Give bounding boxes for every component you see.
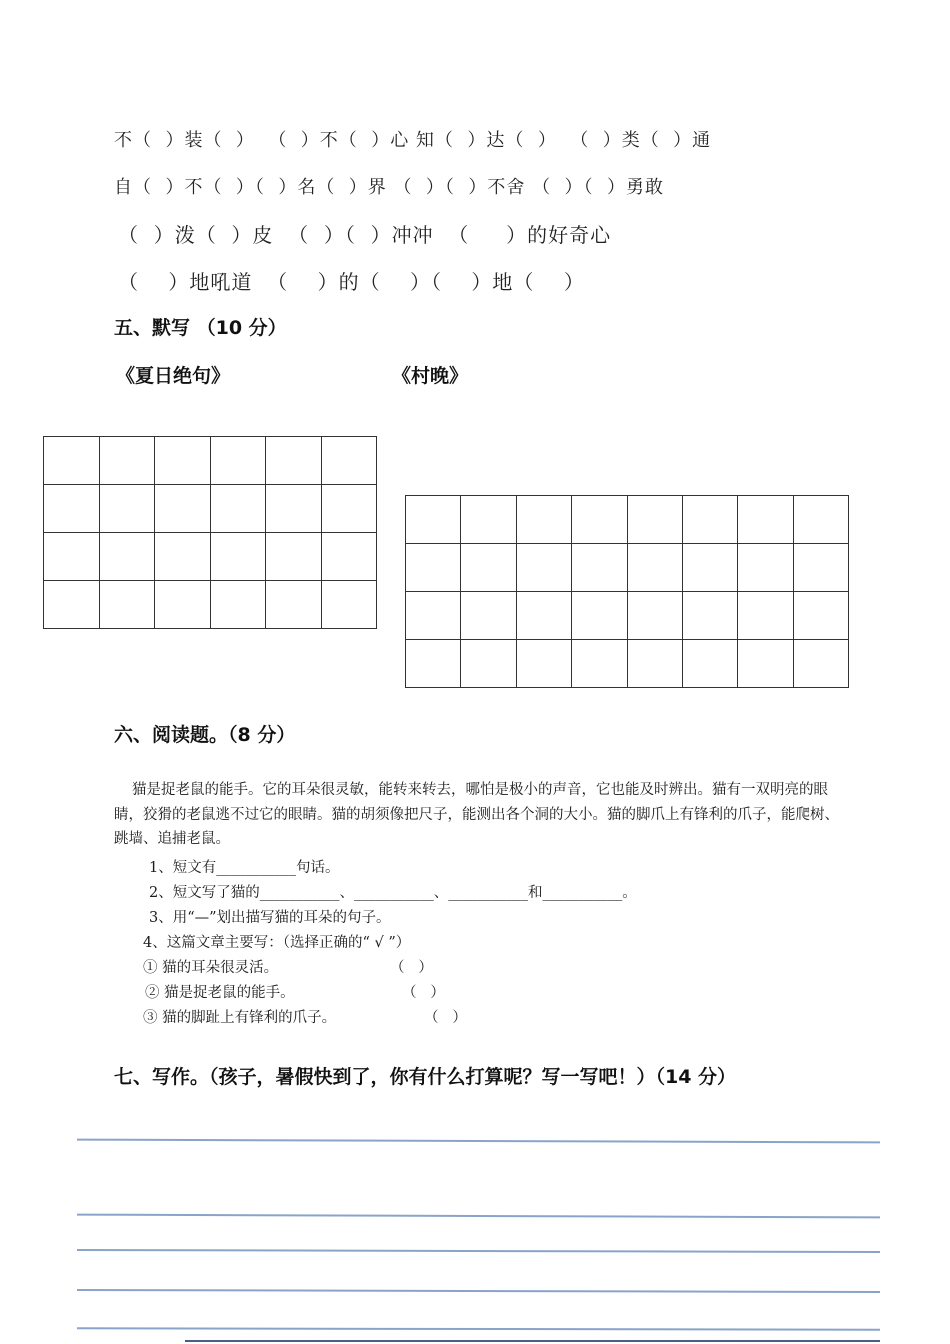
grid-cell (155, 485, 211, 533)
grid-cell (266, 533, 322, 581)
grid-cell (627, 496, 682, 544)
grid-cell (793, 592, 848, 640)
question-1: 1、短文有___________句话。 (149, 860, 340, 876)
grid-cell (572, 592, 627, 640)
grid-cell (516, 640, 571, 688)
grid-cell (738, 544, 793, 592)
fill-row-3: （ ）泼（ ）皮 （ ）（ ）冲冲 （ ）的好奇心 (118, 223, 612, 247)
reading-passage: 猫是捉老鼠的能手。它的耳朵很灵敏，能转来转去，哪怕是极小的声音，它也能及时辨出。猫有一双明亮的眼睛，狡猾的老鼠逃不过它的眼睛。猫的胡须像把尺子，能测出各个洞的大小。猫的脚爪上有锋利的爪子，能爬树、跳墙、追捕老鼠。 (114, 782, 839, 847)
question-4: 4、这篇文章主要写：（选择正确的“ √ ”） (143, 935, 411, 951)
poem1-title: 《夏日绝句》 (116, 365, 231, 387)
grid-cell (266, 485, 322, 533)
grid-cell (627, 640, 682, 688)
grid-cell (406, 544, 461, 592)
grid-cell (461, 640, 516, 688)
fill-row-4: （ ）地吼道 （ ）的（ ）（ ）地（ ） (118, 270, 585, 294)
grid-cell (793, 640, 848, 688)
grid-cell (738, 592, 793, 640)
writing-line (77, 1327, 880, 1330)
grid-cell (682, 544, 737, 592)
grid-cell (44, 437, 100, 485)
grid-cell (793, 544, 848, 592)
grid-cell (155, 533, 211, 581)
question-2: 2、短文写了猫的___________、___________、___________和___________。 (149, 885, 637, 901)
grid-cell (738, 640, 793, 688)
grid-cell (516, 592, 571, 640)
writing-line (77, 1214, 880, 1219)
grid-cell (572, 640, 627, 688)
grid-cell (738, 496, 793, 544)
option-1: ① 猫的耳朵很灵活。 (143, 960, 279, 976)
grid-cell (461, 544, 516, 592)
writing-line (185, 1340, 880, 1342)
question-3: 3、用“—”划出描写猫的耳朵的句子。 (149, 910, 391, 926)
grid-cell (44, 533, 100, 581)
grid-cell (99, 485, 155, 533)
grid-cell (266, 437, 322, 485)
section5-heading: 五、默写 （10 分） (114, 317, 287, 339)
grid-cell (321, 581, 377, 629)
section7-heading: 七、写作。（孩子，暑假快到了，你有什么打算呢？写一写吧！）（14 分） (114, 1066, 737, 1088)
writing-line (77, 1289, 880, 1293)
grid-cell (99, 581, 155, 629)
grid-cell (406, 640, 461, 688)
grid-cell (155, 581, 211, 629)
grid-cell (210, 533, 266, 581)
grid-cell (321, 437, 377, 485)
grid-cell (44, 581, 100, 629)
option-2-paren: （ ） (402, 985, 445, 1001)
grid-cell (406, 496, 461, 544)
grid-cell (682, 592, 737, 640)
grid-cell (627, 544, 682, 592)
grid-cell (516, 496, 571, 544)
option-2: ② 猫是捉老鼠的能手。 (145, 985, 295, 1001)
grid-cell (210, 485, 266, 533)
grid-cell (210, 437, 266, 485)
section6-heading: 六、阅读题。（8 分） (114, 724, 296, 746)
grid-cell (461, 592, 516, 640)
grid-cell (406, 592, 461, 640)
grid-cell (572, 496, 627, 544)
grid-cell (793, 496, 848, 544)
grid-cell (516, 544, 571, 592)
grid-cell (155, 437, 211, 485)
grid-cell (266, 581, 322, 629)
grid-cell (627, 592, 682, 640)
grid-cell (321, 485, 377, 533)
writing-line (77, 1139, 880, 1144)
grid-cell (682, 496, 737, 544)
writing-line (77, 1249, 880, 1253)
grid-cell (44, 485, 100, 533)
grid-cell (682, 640, 737, 688)
fill-row-2: 自（ ）不（ ）（ ）名（ ）界 （ ）（ ）不舍 （ ）（ ）勇敢 (114, 177, 664, 198)
grid-cell (99, 533, 155, 581)
option-1-paren: （ ） (390, 960, 433, 976)
grid-cell (572, 544, 627, 592)
poem2-title: 《村晚》 (392, 365, 469, 387)
poem2-writing-grid (405, 495, 849, 688)
grid-cell (99, 437, 155, 485)
option-3: ③ 猫的脚趾上有锋利的爪子。 (143, 1010, 337, 1026)
fill-row-1: 不（ ）装（ ） （ ）不（ ）心 知（ ）达（ ） （ ）类（ ）通 (114, 130, 712, 151)
grid-cell (321, 533, 377, 581)
grid-cell (210, 581, 266, 629)
grid-cell (461, 496, 516, 544)
poem1-writing-grid (43, 436, 377, 629)
option-3-paren: （ ） (424, 1010, 467, 1026)
